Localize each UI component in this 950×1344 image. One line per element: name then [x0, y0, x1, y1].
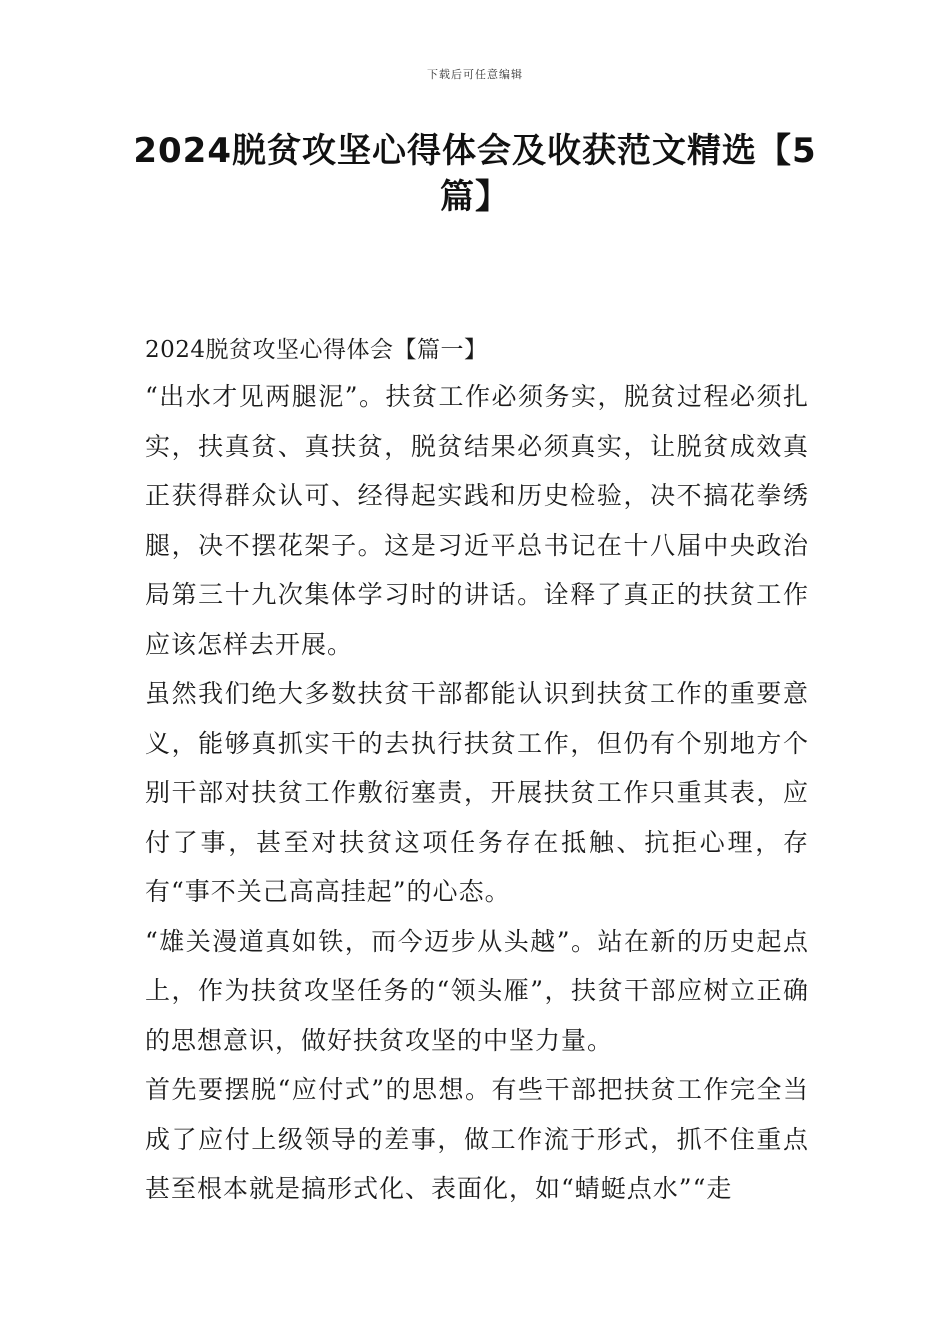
- document-body: [145, 328, 809, 1214]
- header-note: 下载后可任意编辑: [427, 68, 523, 81]
- paragraph-2: 虽然我们绝大多数扶贫干部都能认识到扶贫工作的重要意义，能够真抓实干的去执行扶贫工作，但仍有个别地方个别干部对扶贫工作敷衍塞责，开展扶贫工作只重其表，应付了事，甚至对扶贫这项任务存在抵触、抗拒心理，存有“事不关己高高挂起”的心态。: [145, 679, 809, 906]
- paragraph-1: “出水才见两腿泥”。扶贫工作必须务实，脱贫过程必须扎实，扶真贫、真扶贫，脱贫结果必须真实，让脱贫成效真正获得群众认可、经得起实践和历史检验，决不搞花拳绣腿，决不摆花架子。这是习近平总书记在十八届中央政治局第三十九次集体学习时的讲话。诠释了真正的扶贫工作应该怎样去开展。: [145, 382, 809, 659]
- section-heading: 2024脱贫攻坚心得体会【篇一】: [145, 337, 488, 363]
- document-title: 2024脱贫攻坚心得体会及收获范文精选【5篇】: [133, 131, 817, 217]
- paragraph-4: 首先要摆脱“应付式”的思想。有些干部把扶贫工作完全当成了应付上级领导的差事，做工作流于形式，抓不住重点甚至根本就是搞形式化、表面化，如“蜻蜓点水”“走: [145, 1075, 809, 1203]
- paragraph-3: “雄关漫道真如铁，而今迈步从头越”。站在新的历史起点上，作为扶贫攻坚任务的“领头雁”，扶贫干部应树立正确的思想意识，做好扶贫攻坚的中坚力量。: [145, 926, 809, 1055]
